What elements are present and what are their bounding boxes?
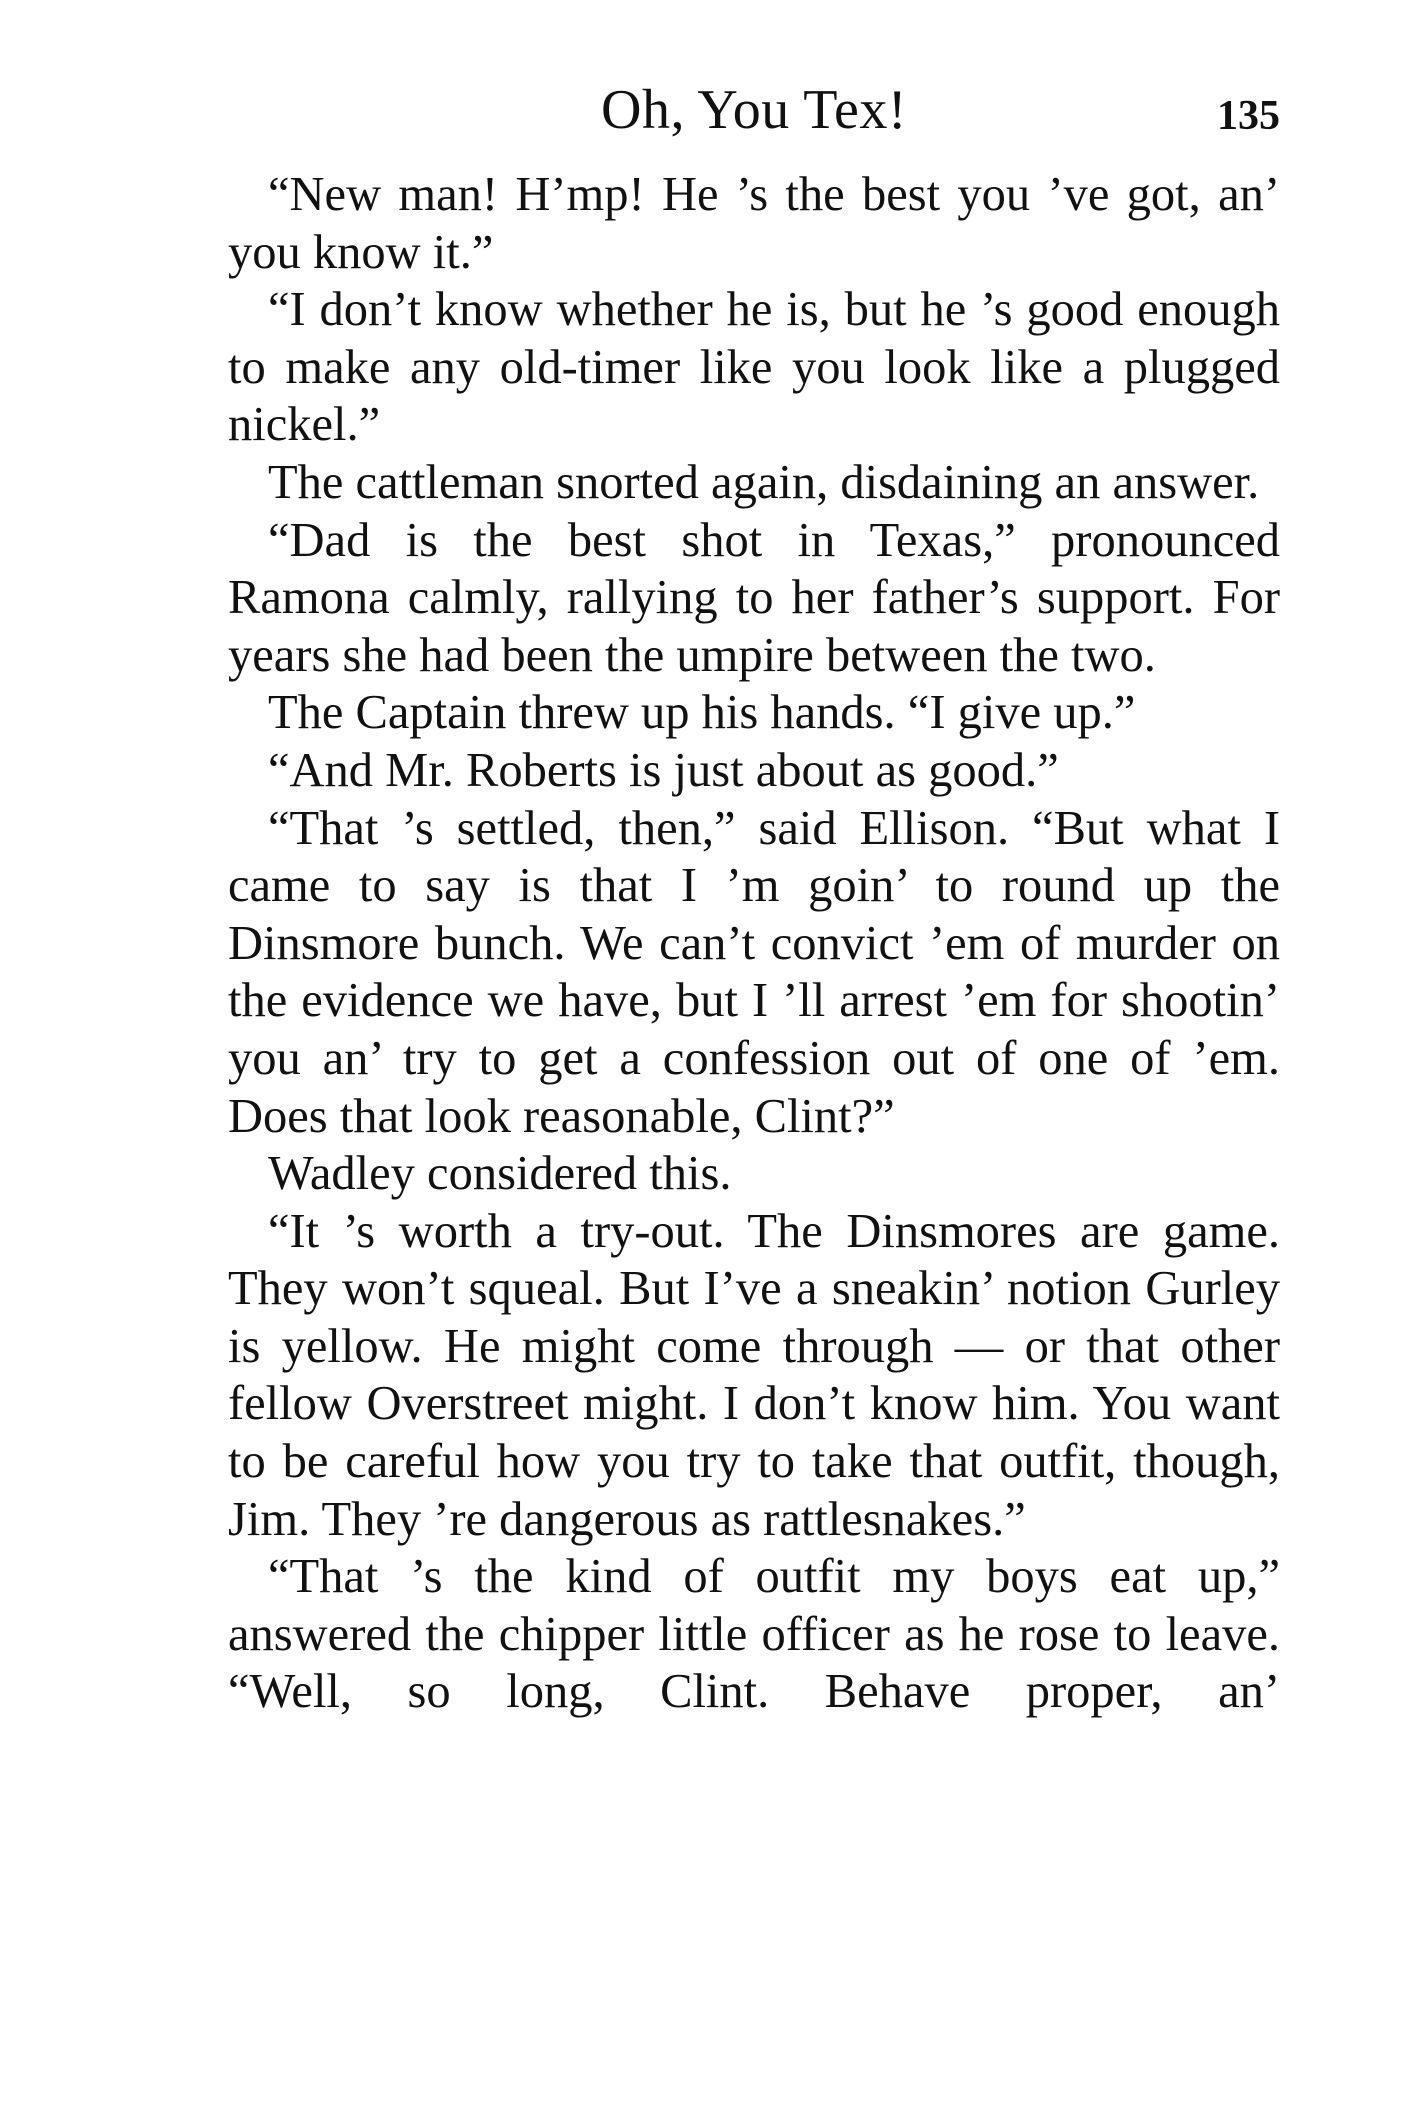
paragraph: “That ’s the kind of outfit my boys eat up,” answered the chipper little officer as he rose to leave. “Well, so long, Clint. Behave proper, an’ [228,1550,1280,1719]
paragraph: “And Mr. Roberts is just about as good.” [268,743,1059,797]
paragraph: The cattleman snorted again, disdaining an answer. [268,455,1260,509]
page-number: 135 [1217,93,1280,139]
running-title: Oh, You Tex! [601,79,907,141]
body-text [228,166,1280,1721]
paragraph: The Captain threw up his hands. “I give up.” [268,686,1136,740]
paragraph: “It ’s worth a try-out. The Dinsmores are game. They won’t squeal. But I’ve a sneakin’ notion Gurley is yellow. He might come through — or that other fellow Overstreet might. I don’t know him. You want to be careful how you try to take that outfit, though, Jim. They ’re dangerous as rattlesnakes.” [228,1204,1280,1546]
paragraph: Wadley considered this. [268,1147,732,1201]
running-head [228,70,1280,150]
paragraph: “That ’s settled, then,” said Ellison. “But what I came to say is that I ’m goin’ to round up the Dinsmore bunch. We can’t convict ’em of murder on the evidence we have, but I ’ll arrest ’em for shootin’ you an’ try to get a confession out of one of ’em. Does that look reasonable, Clint?” [228,801,1280,1143]
paragraph: “Dad is the best shot in Texas,” pronounced Ramona calmly, rallying to her father’s support. For years she had been the umpire between the two. [228,513,1280,682]
paragraph: “I don’t know whether he is, but he ’s good enough to make any old-timer like you look like a plugged nickel.” [228,283,1280,452]
paragraph: “New man! H’mp! He ’s the best you ’ve got, an’ you know it.” [228,168,1280,279]
